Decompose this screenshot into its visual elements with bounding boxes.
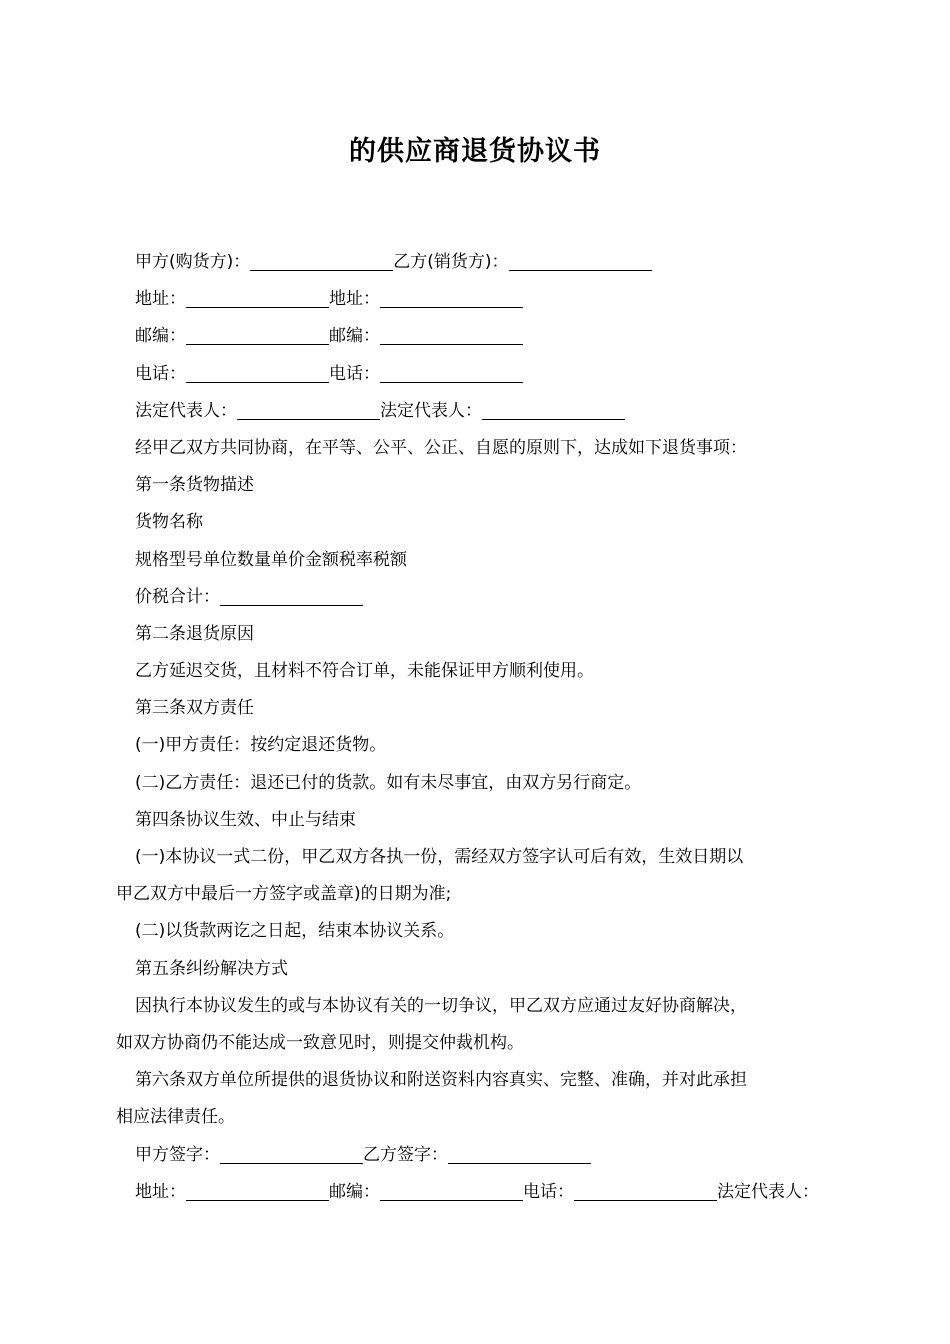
final-legal-rep-label: 法定代表人： — [717, 1181, 819, 1202]
final-address-label: 地址： — [135, 1181, 186, 1202]
postcode-b-blank — [380, 324, 523, 345]
postcode-a-blank — [186, 324, 329, 345]
goods-name-line: 货物名称 — [135, 512, 203, 533]
postcode-line — [116, 318, 856, 355]
address-b-label: 地址： — [329, 289, 380, 310]
phone-line — [116, 356, 856, 393]
total-label: 价税合计： — [135, 586, 220, 607]
effect-clause-1-line-1: (一)本协议一式二份，甲乙双方各执一份，需经双方签字认可后有效，生效日期以 — [135, 847, 744, 867]
postcode-b-label: 邮编： — [329, 326, 380, 347]
article-6-line-2: 相应法律责任。 — [116, 1107, 235, 1128]
party-a-blank — [250, 250, 393, 271]
article-3-heading: 第三条双方责任 — [135, 698, 254, 719]
address-b-blank — [380, 287, 523, 308]
intro-paragraph: 经甲乙双方共同协商，在平等、公平、公正、自愿的原则下，达成如下退货事项： — [135, 437, 747, 458]
phone-a-label: 电话： — [135, 363, 186, 384]
sign-b-label: 乙方签字： — [363, 1144, 448, 1165]
duty-party-b: (二)乙方责任：退还已付的货款。如有未尽事宜，由双方另行商定。 — [135, 772, 642, 793]
party-b-blank — [509, 250, 652, 271]
legal-rep-b-label: 法定代表人： — [380, 400, 482, 421]
article-2-heading: 第二条退货原因 — [135, 623, 254, 644]
final-contact-line — [116, 1174, 856, 1211]
effect-clause-2: (二)以货款两讫之日起，结束本协议关系。 — [135, 921, 455, 942]
postcode-a-label: 邮编： — [135, 326, 186, 347]
dispute-line-2: 如双方协商仍不能达成一致意见时，则提交仲裁机构。 — [116, 1032, 524, 1053]
return-reason: 乙方延迟交货，且材料不符合订单，未能保证甲方顺利使用。 — [135, 661, 594, 682]
party-b-label: 乙方(销货方)： — [393, 252, 509, 272]
total-line — [116, 579, 856, 616]
document-title: 的供应商退货协议书 — [349, 136, 601, 167]
final-phone-label: 电话： — [523, 1181, 574, 1202]
article-6-line-1: 第六条双方单位所提供的退货协议和附送资料内容真实、完整、准确，并对此承担 — [135, 1070, 747, 1091]
final-postcode-blank — [380, 1180, 523, 1201]
phone-a-blank — [186, 362, 329, 383]
dispute-line-1: 因执行本协议发生的或与本协议有关的一切争议，甲乙双方应通过友好协商解决， — [135, 995, 747, 1016]
final-phone-blank — [574, 1180, 717, 1201]
address-a-blank — [186, 287, 329, 308]
final-postcode-label: 邮编： — [329, 1181, 380, 1202]
signature-line — [116, 1137, 856, 1174]
document-body — [116, 244, 856, 1211]
party-line — [116, 244, 856, 281]
duty-party-a: (一)甲方责任：按约定退还货物。 — [135, 735, 387, 756]
address-line — [116, 281, 856, 318]
sign-a-label: 甲方签字： — [135, 1144, 220, 1165]
total-blank — [220, 585, 363, 606]
sign-a-blank — [220, 1143, 363, 1164]
address-a-label: 地址： — [135, 289, 186, 310]
legal-rep-line — [116, 393, 856, 430]
party-a-label: 甲方(购货方)： — [135, 252, 251, 272]
effect-clause-1-line-2: 甲乙双方中最后一方签字或盖章)的日期为准; — [116, 884, 452, 905]
final-address-blank — [186, 1180, 329, 1201]
article-5-heading: 第五条纠纷解决方式 — [135, 958, 288, 979]
legal-rep-a-label: 法定代表人： — [135, 400, 237, 421]
legal-rep-a-blank — [237, 399, 380, 420]
sign-b-blank — [448, 1143, 591, 1164]
legal-rep-b-blank — [482, 399, 625, 420]
phone-b-blank — [380, 362, 523, 383]
article-4-heading: 第四条协议生效、中止与结束 — [135, 809, 356, 830]
goods-fields-line: 规格型号单位数量单价金额税率税额 — [135, 549, 407, 570]
phone-b-label: 电话： — [329, 363, 380, 384]
article-1-heading: 第一条货物描述 — [135, 475, 254, 496]
